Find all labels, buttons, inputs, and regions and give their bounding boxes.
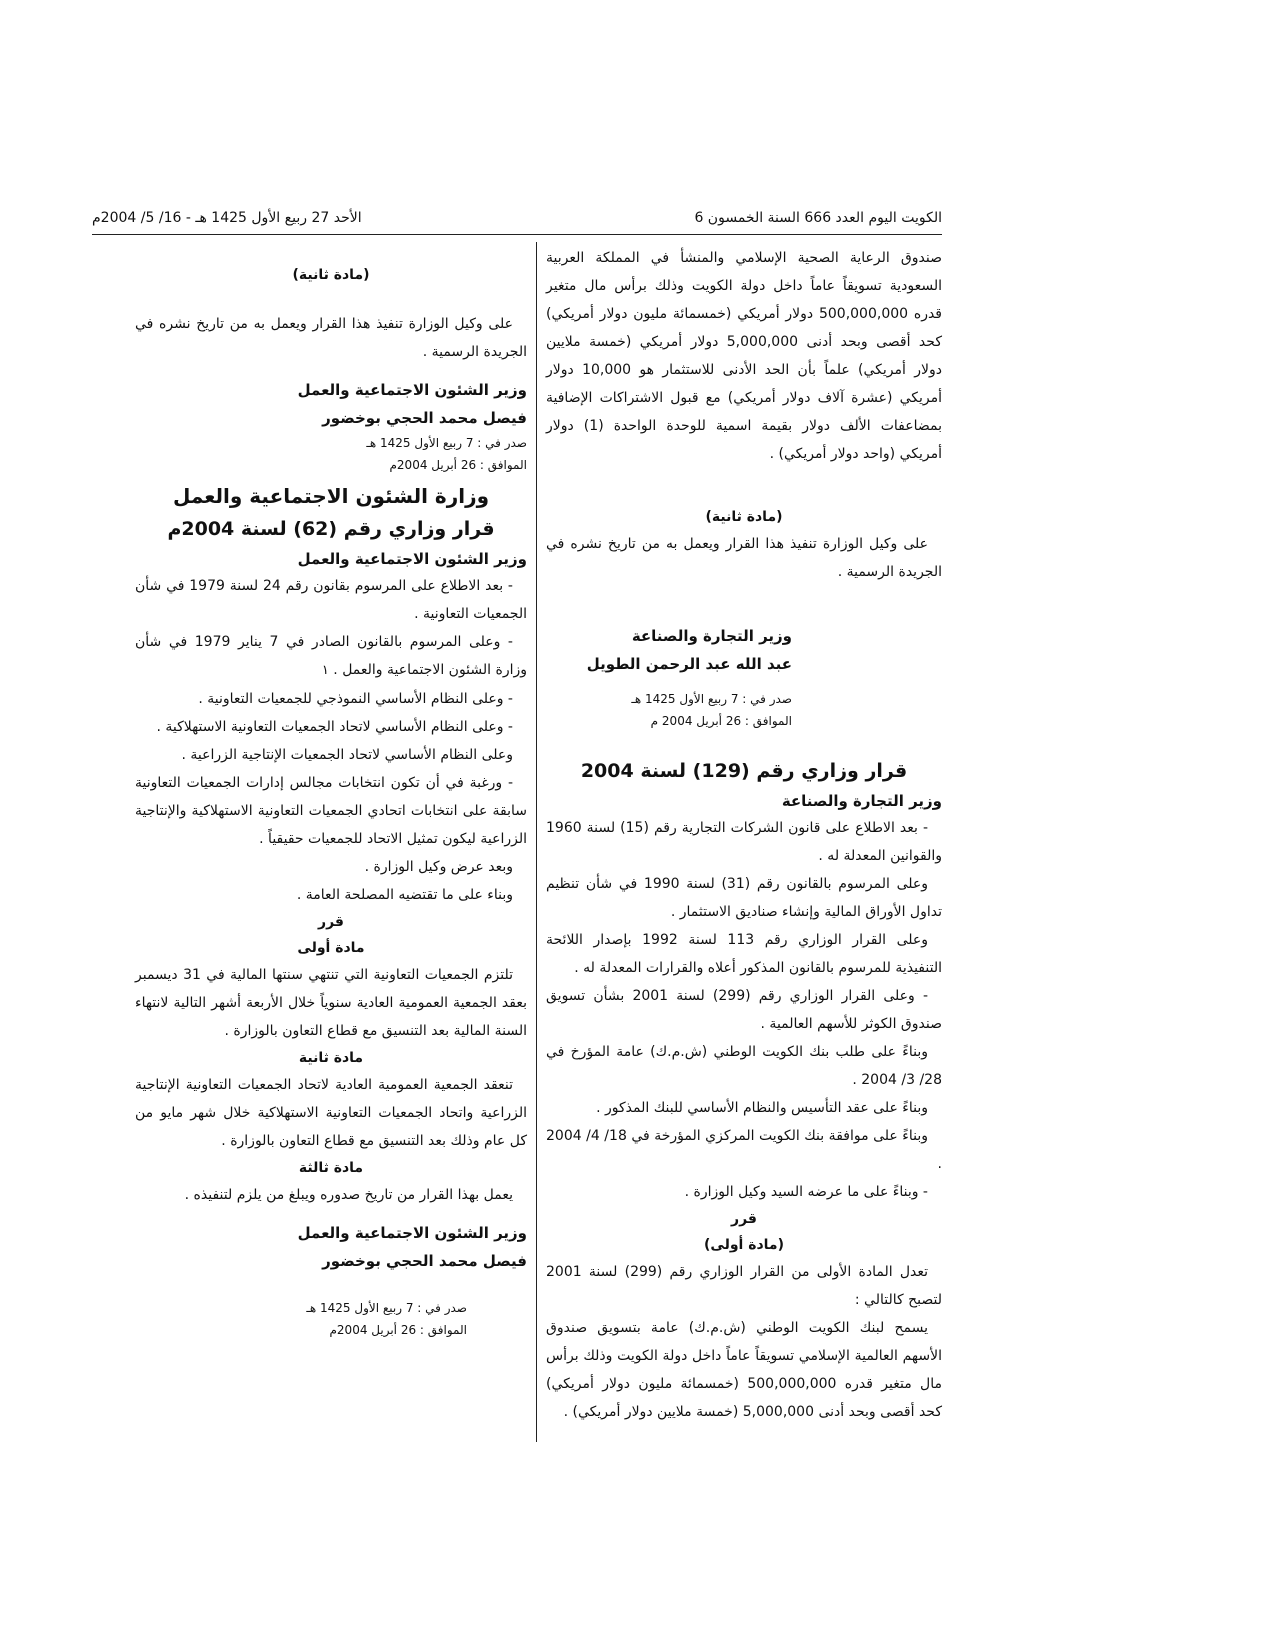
preamble-item: - وعلى القرار الوزاري رقم (299) لسنة 2001 بشأن تسويق صندوق الكوثر للأسهم العالمية . (546, 988, 942, 1032)
article-title: مادة ثانية (298, 1050, 364, 1066)
article-text: تعدل المادة الأولى من القرار الوزاري رقم (299) لسنة 2001 لتصبح كالتالي : (546, 1264, 942, 1308)
left-column (135, 262, 527, 1341)
intro-paragraph: صندوق الرعاية الصحية الإسلامي والمنشأ في المملكة العربية السعودية تسويقاً عاماً داخل دولة الكويت وذلك برأس مال متغير قدره 500,000,000 دولار أمريكي (خمسمائة مليون دولار أمريكي) كحد أقصى وبحد أدنى 5,000,000 دولار أمريكي (خمسة ملايين دولار أمريكي) علماً بأن الحد الأدنى للاستثمار هو 10,000 دولار أمريكي (عشرة آلاف دولار أمريكي) مع قبول الاشتراكات الإضافية بمضاعفات الألف دولار بقيمة اسمية للوحدة الواحدة (1) دولار أمريكي (واحد دولار أمريكي) . (546, 250, 942, 462)
preamble-item: وعلى القرار الوزاري رقم 113 لسنة 1992 بإصدار اللائحة التنفيذية للمرسوم بالقانون المذكور أعلاه والقرارات المعدلة له . (546, 932, 942, 976)
article-text: تنعقد الجمعية العمومية العادية لاتحاد الجمعيات التعاونية الإنتاجية الزراعية واتحاد الجمعيات التعاونية الاستهلاكية خلال شهر مايو من كل عام وذلك بعد التنسيق مع قطاع التعاون بالوزارة . (135, 1077, 527, 1149)
decree-title: قرار وزاري رقم (129) لسنة 2004 (580, 760, 908, 782)
article-body: يسمح لبنك الكويت الوطني (ش.م.ك) عامة بتسويق صندوق الأسهم العالمية الإسلامي تسويقاً عاماً داخل دولة الكويت وذلك برأس مال متغير قدره 500,000,000 (خمسمائة مليون دولار أمريكي) كحد أقصى وبحد أدنى 5,000,000 (خمسة ملايين دولار أمريكي) . (546, 1320, 942, 1420)
issue-date: صدر في : 7 ربيع الأول 1425 هـ (366, 436, 527, 450)
article-title: مادة ثالثة (298, 1160, 364, 1176)
issue-date: صدر في : 7 ربيع الأول 1425 هـ (631, 692, 792, 706)
preamble-item (135, 628, 527, 685)
preamble-item: - وعلى النظام الأساسي لاتحاد الجمعيات التعاونية الاستهلاكية . (156, 719, 513, 735)
minister-line: وزير التجارة والصناعة (781, 792, 942, 810)
preamble-item: وبناءً على عقد التأسيس والنظام الأساسي للبنك المذكور . (596, 1100, 928, 1116)
signature-name: فيصل محمد الحجي بوخضور (322, 1252, 527, 1270)
article-text: تلتزم الجمعيات التعاونية التي تنتهي سنتها المالية في 31 ديسمبر بعقد الجمعية العمومية العادية سنوياً خلال الأربعة أشهر التالية لانتهاء السنة المالية بعد التنسيق مع قطاع التعاون بالوزارة . (135, 967, 527, 1039)
signature-name: فيصل محمد الحجي بوخضور (322, 409, 527, 427)
page-mark: ١ (321, 663, 329, 678)
preamble-item: - وعلى النظام الأساسي النموذجي للجمعيات التعاونية . (198, 691, 513, 707)
right-column (546, 244, 942, 1426)
decided-heading: قرر (318, 914, 344, 930)
preamble-item: - بعد الاطلاع على المرسوم بقانون رقم 24 لسنة 1979 في شأن الجمعيات التعاونية . (135, 578, 527, 622)
column-divider (536, 242, 537, 1442)
article-text: يعمل بهذا القرار من تاريخ صدوره ويبلغ من يلزم لتنفيذه . (184, 1187, 513, 1203)
preamble-item: - وبناءً على ما عرضه السيد وكيل الوزارة . (684, 1184, 928, 1200)
signature-title: وزير الشئون الاجتماعية والعمل (297, 1224, 527, 1242)
preamble-item: - ورغبة في أن تكون انتخابات مجالس إدارات الجمعيات التعاونية سابقة على انتخابات اتحادي الجمعيات التعاونية الاستهلاكية والإنتاجية الزراعية ليكون تمثيل الاتحاد للجمعيات حقيقياً . (135, 775, 527, 847)
corresponding-date: الموافق : 26 أبريل 2004م (329, 1323, 467, 1337)
signature-name: عبد الله عبد الرحمن الطويل (586, 655, 792, 673)
minister-line: وزير الشئون الاجتماعية والعمل (297, 550, 527, 568)
article-title: مادة أولى (297, 940, 365, 956)
signature-title: وزير التجارة والصناعة (631, 627, 792, 645)
decree-title: قرار وزاري رقم (62) لسنة 2004م (167, 518, 495, 540)
preamble-item: وبناءً على طلب بنك الكويت الوطني (ش.م.ك) عامة المؤرخ في 28/ 3/ 2004 . (546, 1044, 942, 1088)
article-text: على وكيل الوزارة تنفيذ هذا القرار ويعمل به من تاريخ نشره في الجريدة الرسمية . (546, 536, 942, 580)
page-header (92, 208, 942, 235)
decided-heading: قرر (731, 1211, 757, 1227)
article-title: (مادة أولى) (704, 1237, 784, 1253)
header-publication: الكويت اليوم العدد 666 السنة الخمسون 6 (694, 210, 942, 226)
preamble-item: وبناء على ما تقتضيه المصلحة العامة . (296, 887, 513, 903)
preamble-item: وبعد عرض وكيل الوزارة . (364, 859, 513, 875)
article-title: (مادة ثانية) (705, 509, 783, 525)
issue-date: صدر في : 7 ربيع الأول 1425 هـ (306, 1301, 467, 1315)
header-date: الأحد 27 ربيع الأول 1425 هـ - 16/ 5/ 2004م (92, 210, 362, 226)
ministry-title: وزارة الشئون الاجتماعية والعمل (172, 484, 490, 508)
article-title: (مادة ثانية) (292, 267, 370, 283)
signature-title: وزير الشئون الاجتماعية والعمل (297, 381, 527, 399)
corresponding-date: الموافق : 26 أبريل 2004 م (650, 714, 792, 728)
preamble-item: - بعد الاطلاع على قانون الشركات التجارية رقم (15) لسنة 1960 والقوانين المعدلة له . (546, 820, 942, 864)
preamble-text: - وعلى المرسوم بالقانون الصادر في 7 يناير 1979 في شأن وزارة الشئون الاجتماعية والعمل . (135, 634, 527, 678)
article-text: على وكيل الوزارة تنفيذ هذا القرار ويعمل به من تاريخ نشره في الجريدة الرسمية . (135, 316, 527, 360)
preamble-item: وعلى النظام الأساسي لاتحاد الجمعيات الإنتاجية الزراعية . (181, 747, 513, 763)
preamble-item: وبناءً على موافقة بنك الكويت المركزي المؤرخة في 18/ 4/ 2004 . (546, 1128, 942, 1172)
preamble-item: وعلى المرسوم بالقانون رقم (31) لسنة 1990 في شأن تنظيم تداول الأوراق المالية وإنشاء صناديق الاستثمار . (546, 876, 942, 920)
corresponding-date: الموافق : 26 أبريل 2004م (389, 458, 527, 472)
